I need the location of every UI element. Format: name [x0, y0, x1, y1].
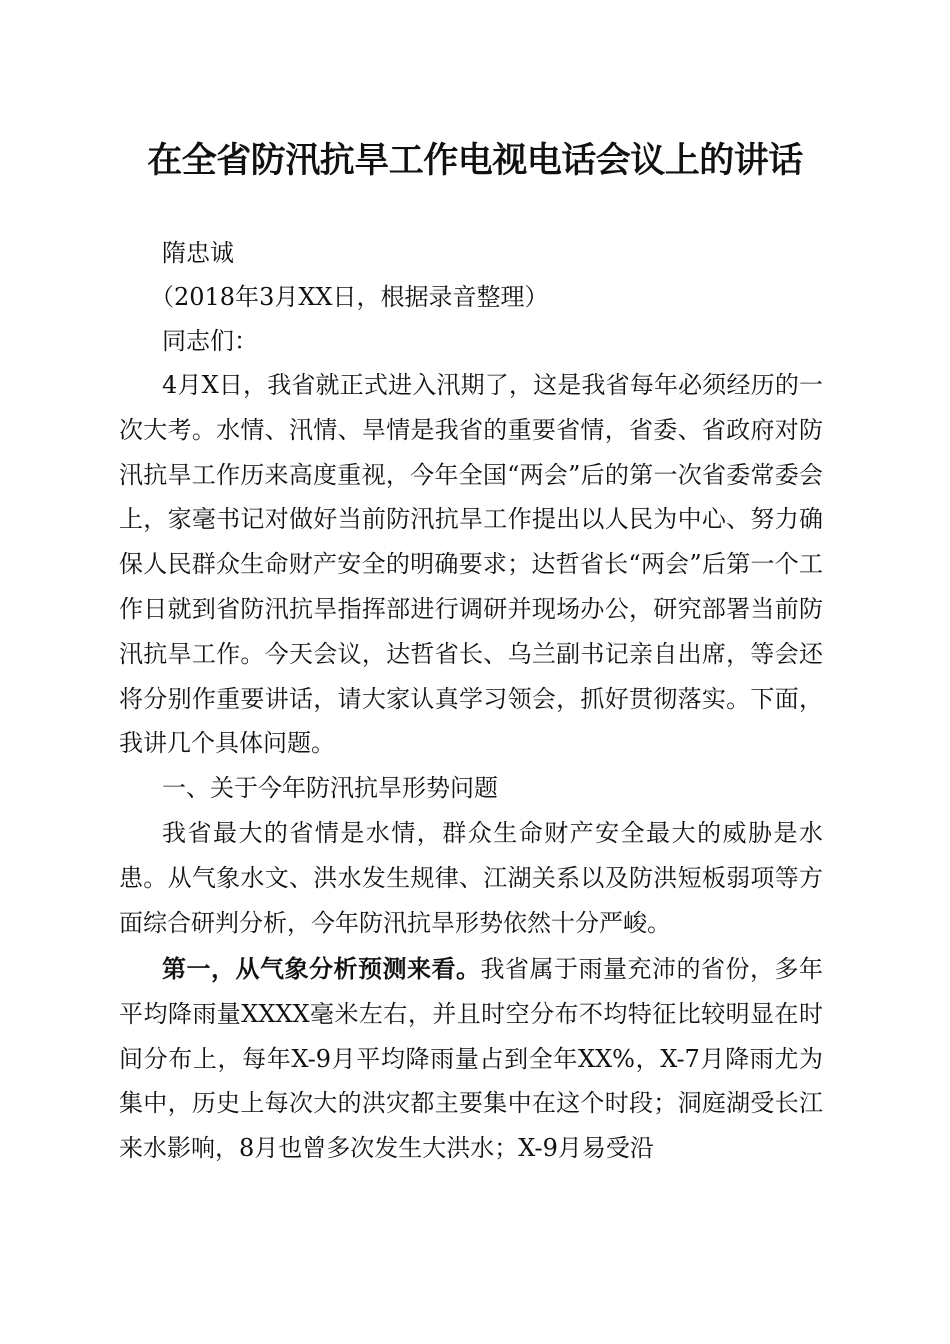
document-title: 在全省防汛抗旱工作电视电话会议上的讲话 — [147, 141, 803, 181]
point-paragraph — [119, 947, 823, 1171]
section-heading: 一、关于今年防汛抗旱形势问题 — [162, 774, 498, 802]
intro-paragraph: 4月X日，我省就正式进入汛期了，这是我省每年必须经历的一次大考。水情、汛情、旱情是我省的重要省情，省委、省政府对防汛抗旱工作历来高度重视，今年全国“两会”后的第一次省委常委会上，家毫书记对做好当前防汛抗旱工作提出以人民为中心、努力确保人民群众生命财产安全的明确要求；达哲省长“两会”后第一个工作日就到省防汛抗旱指挥部进行调研并现场办公，研究部署当前防汛抗旱工作。今天会议，达哲省长、乌兰副书记亲自出席，等会还将分别作重要讲话，请大家认真学习领会，抓好贯彻落实。下面，我讲几个具体问题。 — [119, 371, 823, 758]
salutation: 同志们： — [162, 327, 258, 355]
point-lead: 第一，从气象分析预测来看。 — [162, 955, 481, 983]
date-note: （2018年3月XX日，根据录音整理） — [150, 283, 549, 311]
point-text: 我省属于雨量充沛的省份，多年平均降雨量XXXX毫米左右，并且时空分布不均特征比较明显在时间分布上，每年X-9月平均降雨量占到全年XX%，X-7月降雨尤为集中，历史上每次大的洪灾都主要集中在这个时段；洞庭湖受长江来水影响，8月也曾多次发生大洪水；X-9月易受沿 — [119, 955, 823, 1163]
author-name: 隋忠诚 — [162, 239, 234, 267]
section-paragraph: 我省最大的省情是水情，群众生命财产安全最大的威胁是水患。从气象水文、洪水发生规律、江湖关系以及防洪短板弱项等方面综合研判分析，今年防汛抗旱形势依然十分严峻。 — [119, 819, 823, 937]
